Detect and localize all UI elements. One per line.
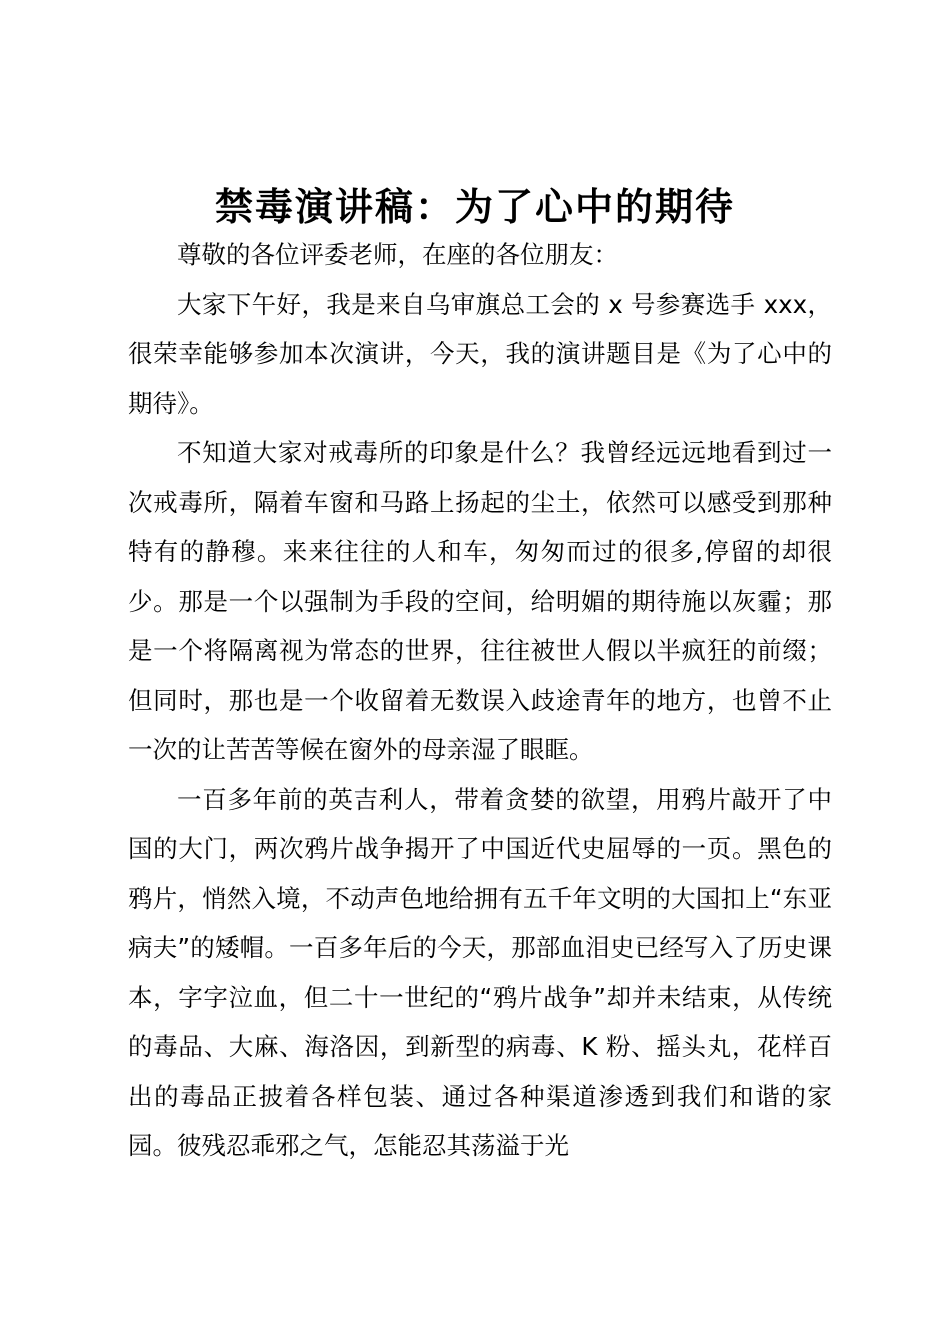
paragraph-opium-history: 一百多年前的英吉利人，带着贪婪的欲望，用鸦片敲开了中国的大门，两次鸦片战争揭开了中国近代史屈辱的一页。黑色的鸦片，悄然入境，不动声色地给拥有五千年文明的大国扣上“东亚病夫”的矮帽。一百多年后的今天，那部血泪史已经写入了历史课本，字字泣血，但二十一世纪的“鸦片战争”却并未结束，从传统的毒品、大麻、海洛因，到新型的病毒、K 粉、摇头丸，花样百出的毒品正披着各样包装、通过各种渠道渗透到我们和谐的家园。彼残忍乖邪之气，怎能忍其荡溢于光 [128,784,832,1160]
paragraph-rehab-center: 不知道大家对戒毒所的印象是什么？我曾经远远地看到过一次戒毒所，隔着车窗和马路上扬起的尘土，依然可以感受到那种特有的静穆。来来往往的人和车，匆匆而过的很多,停留的却很少。那是一个以强制为手段的空间，给明媚的期待施以灰霾；那是一个将隔离视为常态的世界，往往被世人假以半疯狂的前缀；但同时，那也是一个收留着无数误入歧途青年的地方，也曾不止一次的让苦苦等候在窗外的母亲湿了眼眶。 [128,438,832,764]
document-body [128,230,832,1171]
paragraph-salutation: 尊敬的各位评委老师，在座的各位朋友： [177,240,618,269]
paragraph-introduction: 大家下午好，我是来自乌审旗总工会的 x 号参赛选手 xxx，很荣幸能够参加本次演讲，今天，我的演讲题目是《为了心中的期待》。 [128,289,832,418]
document-title: 禁毒演讲稿：为了心中的期待 [214,185,735,229]
